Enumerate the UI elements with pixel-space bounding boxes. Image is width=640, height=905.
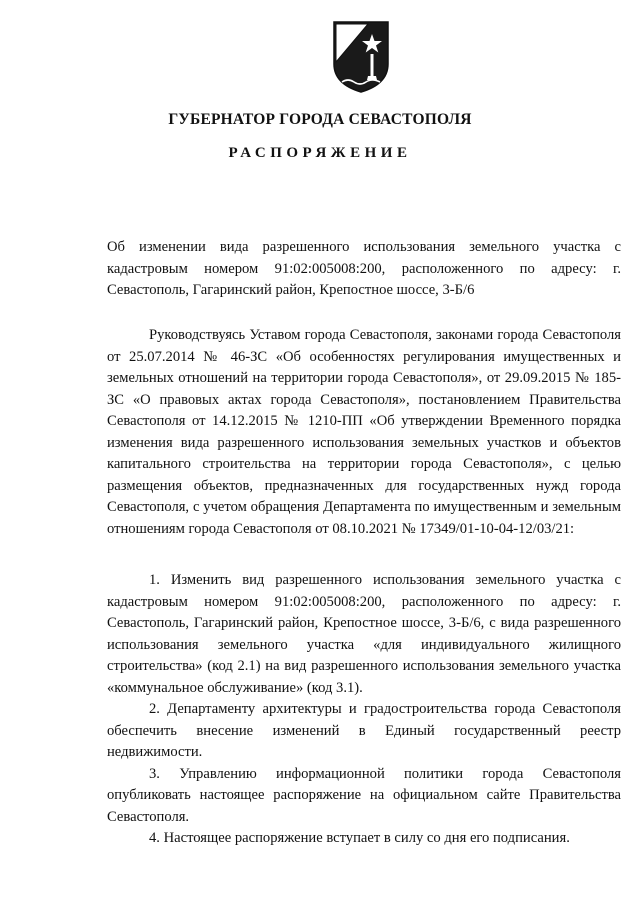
document-subject: Об изменении вида разрешенного использования земельного участка с кадастровым номером 91:02:005008:200, расположенного по адресу: г. Севастополь, Гагаринский район, Крепостное шоссе, 3-Б/6 [107, 239, 621, 298]
issuer-title: ГУБЕРНАТОР ГОРОДА СЕВАСТОПОЛЯ [168, 111, 472, 128]
sevastopol-coat-of-arms-icon [330, 18, 392, 94]
document-type: РАСПОРЯЖЕНИЕ [228, 145, 412, 161]
order-item-3: 3. Управлению информационной политики города Севастополя опубликовать настоящее распоряжение на официальном сайте Правительства Севастополя. [107, 765, 621, 825]
order-item-2: 2. Департаменту архитектуры и градостроительства города Севастополя обеспечить внесение изменений в Единый государственный реестр недвижимости. [107, 701, 621, 760]
order-item-1: 1. Изменить вид разрешенного использования земельного участка с кадастровым номером 91:02:005008:200, расположенного по адресу: г. Севастополь, Гагаринский район, Крепостное шоссе, 3-Б/6, с вида разрешенного использования земельного участка «для индивидуального жилищного строительства» (код 2.1) на вид разрешенного использования земельного участка «коммунальное обслуживание» (код 3.1). [107, 572, 621, 696]
preamble-paragraph: Руководствуясь Уставом города Севастополя, законами города Севастополя от 25.07.2014 № 46-ЗС «Об особенностях регулирования имущественных и земельных отношений на территории города Севастополя», от 29.09.2015 № 185-ЗС «О правовых актах города Севастополя», постановлением Правительства Севастополя от 14.12.2015 № 1210-ПП «Об утверждении Временного порядка изменения вида разрешенного использования земельных участков и объектов капитального строительства на территории города Севастополя», с целью размещения объектов, предназначенных для государственных нужд города Севастополя, с учетом обращения Департамента по имущественным и земельным отношениям города Севастополя от 08.10.2021 № 17349/01-10-04-12/03/21: [107, 327, 621, 537]
order-items [107, 570, 621, 850]
order-item-4: 4. Настоящее распоряжение вступает в силу со дня его подписания. [149, 830, 570, 846]
